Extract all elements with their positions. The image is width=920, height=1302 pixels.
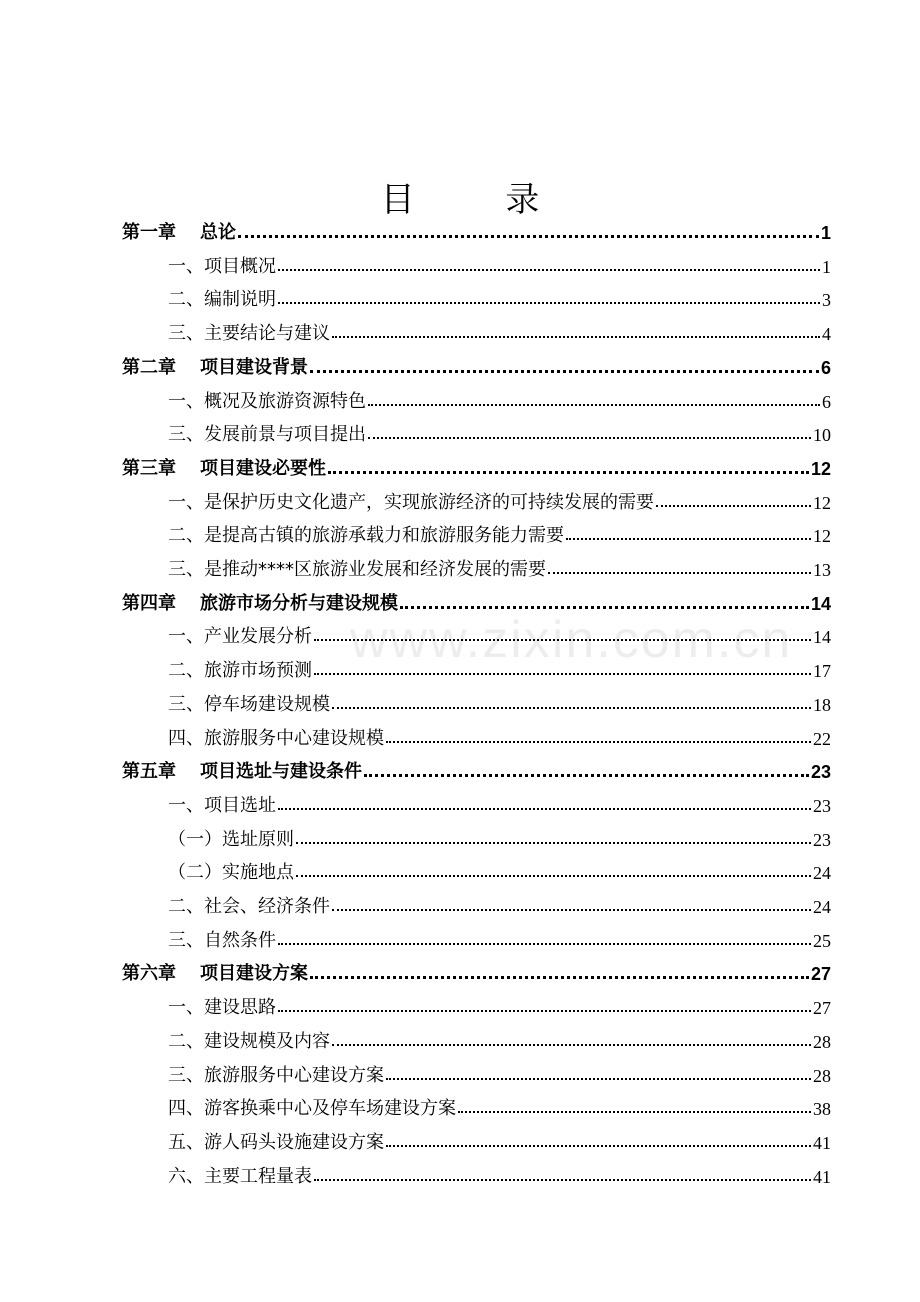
toc-section-entry[interactable] (168, 1124, 831, 1154)
toc-entry-label: 三、主要结论与建议 (168, 323, 330, 345)
toc-entry-label: 六、主要工程量表 (168, 1165, 312, 1187)
dot-leader (278, 292, 820, 306)
dot-leader (656, 495, 811, 509)
toc-entry-label: （一）选址原则 (168, 828, 294, 850)
toc-page-number: 23 (813, 795, 831, 816)
toc-section-entry[interactable] (168, 1023, 831, 1053)
toc-page-number: 6 (822, 391, 831, 412)
toc-page-number: 4 (822, 324, 831, 345)
dot-leader (566, 528, 811, 542)
toc-page-number: 1 (822, 256, 831, 277)
toc-entry-label: 三、是推动****区旅游业发展和经济发展的需要 (168, 559, 546, 580)
toc-section-entry[interactable] (168, 1090, 831, 1120)
dot-leader (278, 1000, 811, 1014)
dot-leader (368, 394, 820, 408)
toc-section-entry[interactable] (168, 551, 831, 581)
toc-page-number: 12 (813, 526, 831, 547)
toc-entry-label: 二、社会、经济条件 (168, 896, 330, 917)
dot-leader (238, 225, 819, 239)
dot-leader (386, 1135, 811, 1149)
toc-page-number: 18 (813, 694, 831, 715)
toc-chapter-entry[interactable] (122, 214, 831, 244)
toc-section-entry[interactable] (168, 1057, 831, 1087)
toc-entry-label: 二、是提高古镇的旅游承载力和旅游服务能力需要 (168, 525, 564, 547)
toc-section-entry[interactable] (168, 618, 831, 648)
toc-entry-label: 三、停车场建设规模 (168, 693, 330, 715)
toc-entry-label (122, 353, 308, 379)
dot-leader (278, 798, 811, 812)
toc-page-number: 38 (813, 1099, 831, 1120)
watermark: www.zixin.com.cn (350, 611, 793, 669)
dot-leader (278, 933, 811, 947)
toc-section-entry[interactable] (168, 888, 831, 918)
chapter-number: 第六章 (122, 963, 176, 985)
toc-page-number: 10 (813, 425, 831, 446)
chapter-title: 项目建设背景 (200, 356, 308, 378)
toc-entry-label: 一、建设思路 (168, 997, 276, 1019)
toc-section-entry[interactable] (168, 720, 831, 750)
chapter-number: 第四章 (122, 592, 176, 614)
toc-section-entry[interactable] (168, 517, 831, 547)
toc-entry-label: 二、建设规模及内容 (168, 1030, 330, 1052)
toc-entry-label: （二）实施地点 (168, 862, 294, 884)
toc-entry-label: 三、发展前景与项目提出 (168, 424, 366, 446)
toc-entry-label: 一、项目选址 (168, 794, 276, 816)
dot-leader (332, 326, 820, 340)
chapter-number: 第二章 (122, 356, 176, 378)
toc-page-number: 22 (813, 728, 831, 749)
toc-chapter-entry[interactable] (122, 753, 831, 783)
toc-page-number: 6 (820, 357, 831, 378)
toc-chapter-entry[interactable] (122, 585, 831, 615)
toc-page-number: 1 (820, 223, 831, 243)
toc-entry-label: 一、产业发展分析 (168, 626, 312, 648)
toc-section-entry[interactable] (168, 416, 831, 446)
toc-page-number: 14 (813, 627, 831, 648)
toc-page-number: 27 (813, 998, 831, 1019)
dot-leader (386, 731, 811, 745)
toc-page-number: 27 (810, 964, 831, 985)
toc-entry-label (122, 589, 398, 615)
toc-section-entry[interactable] (168, 854, 831, 884)
dot-leader (332, 697, 811, 711)
dot-leader (296, 832, 811, 846)
toc-section-entry[interactable] (168, 248, 831, 278)
toc-page-number: 41 (813, 1166, 831, 1187)
chapter-number: 第五章 (122, 761, 176, 783)
dot-leader (296, 865, 811, 879)
dot-leader (400, 596, 809, 610)
chapter-number: 第三章 (122, 457, 176, 479)
dot-leader (458, 1101, 811, 1115)
toc-entry-label: 一、是保护历史文化遗产，实现旅游经济的可持续发展的需要 (168, 491, 654, 513)
dot-leader (332, 899, 811, 913)
dot-leader (368, 427, 811, 441)
dot-leader (310, 966, 809, 980)
toc-entry-label (122, 757, 362, 783)
chapter-title: 项目建设方案 (200, 963, 308, 985)
dot-leader (314, 629, 811, 643)
toc-section-entry[interactable] (168, 281, 831, 311)
toc-entry-label: 五、游人码头设施建设方案 (168, 1131, 384, 1153)
dot-leader (548, 562, 811, 576)
toc-section-entry[interactable] (168, 1158, 831, 1188)
toc-entry-label: 二、旅游市场预测 (168, 660, 312, 682)
toc-entry-label: 四、游客换乘中心及停车场建设方案 (168, 1098, 456, 1120)
dot-leader (332, 1034, 811, 1048)
toc-entry-label: 四、旅游服务中心建设规模 (168, 727, 384, 749)
toc-page-number: 23 (813, 829, 831, 850)
chapter-title: 总论 (200, 222, 236, 243)
toc-page-number: 12 (810, 458, 831, 479)
toc-entry-label: 一、概况及旅游资源特色 (168, 390, 366, 412)
toc-section-entry[interactable] (168, 821, 831, 851)
toc-page-number: 25 (813, 930, 831, 951)
toc-section-entry[interactable] (168, 787, 831, 817)
toc-entry-label (122, 454, 326, 480)
dot-leader (364, 764, 809, 778)
dot-leader (314, 663, 811, 677)
toc-page-number: 41 (813, 1132, 831, 1153)
chapter-title: 旅游市场分析与建设规模 (200, 592, 398, 614)
toc-page-number: 24 (813, 863, 831, 884)
chapter-title: 项目选址与建设条件 (200, 761, 362, 783)
dot-leader (310, 360, 819, 374)
toc-page-number: 23 (810, 762, 831, 783)
toc-section-entry[interactable] (168, 484, 831, 514)
toc-page-number: 28 (813, 1065, 831, 1086)
toc-section-entry[interactable] (168, 383, 831, 413)
page-title: 目 录 (380, 180, 580, 220)
toc-section-entry[interactable] (168, 686, 831, 716)
dot-leader (314, 1169, 811, 1183)
toc-page-number: 12 (813, 492, 831, 513)
toc-page-number: 13 (813, 560, 831, 580)
toc-entry-label (122, 218, 236, 244)
toc-entry-label: 二、编制说明 (168, 289, 276, 311)
chapter-number: 第一章 (122, 222, 176, 243)
toc-chapter-entry[interactable] (122, 955, 831, 985)
toc-section-entry[interactable] (168, 652, 831, 682)
toc-chapter-entry[interactable] (122, 450, 831, 480)
toc-page-number: 28 (813, 1031, 831, 1052)
toc-page-number: 24 (813, 897, 831, 917)
dot-leader (278, 259, 820, 273)
toc-entry-label: 三、自然条件 (168, 929, 276, 951)
dot-leader (328, 461, 809, 475)
toc-page-number: 17 (813, 661, 831, 682)
chapter-title: 项目建设必要性 (200, 457, 326, 479)
toc-entry-label: 一、项目概况 (168, 255, 276, 277)
toc-page-number: 14 (810, 593, 831, 614)
toc-section-entry[interactable] (168, 922, 831, 952)
toc-page-number: 3 (822, 290, 831, 311)
toc-section-entry[interactable] (168, 989, 831, 1019)
toc-chapter-entry[interactable] (122, 349, 831, 379)
toc-entry-label: 三、旅游服务中心建设方案 (168, 1064, 384, 1086)
toc-section-entry[interactable] (168, 315, 831, 345)
toc-entry-label (122, 959, 308, 985)
dot-leader (386, 1068, 811, 1082)
